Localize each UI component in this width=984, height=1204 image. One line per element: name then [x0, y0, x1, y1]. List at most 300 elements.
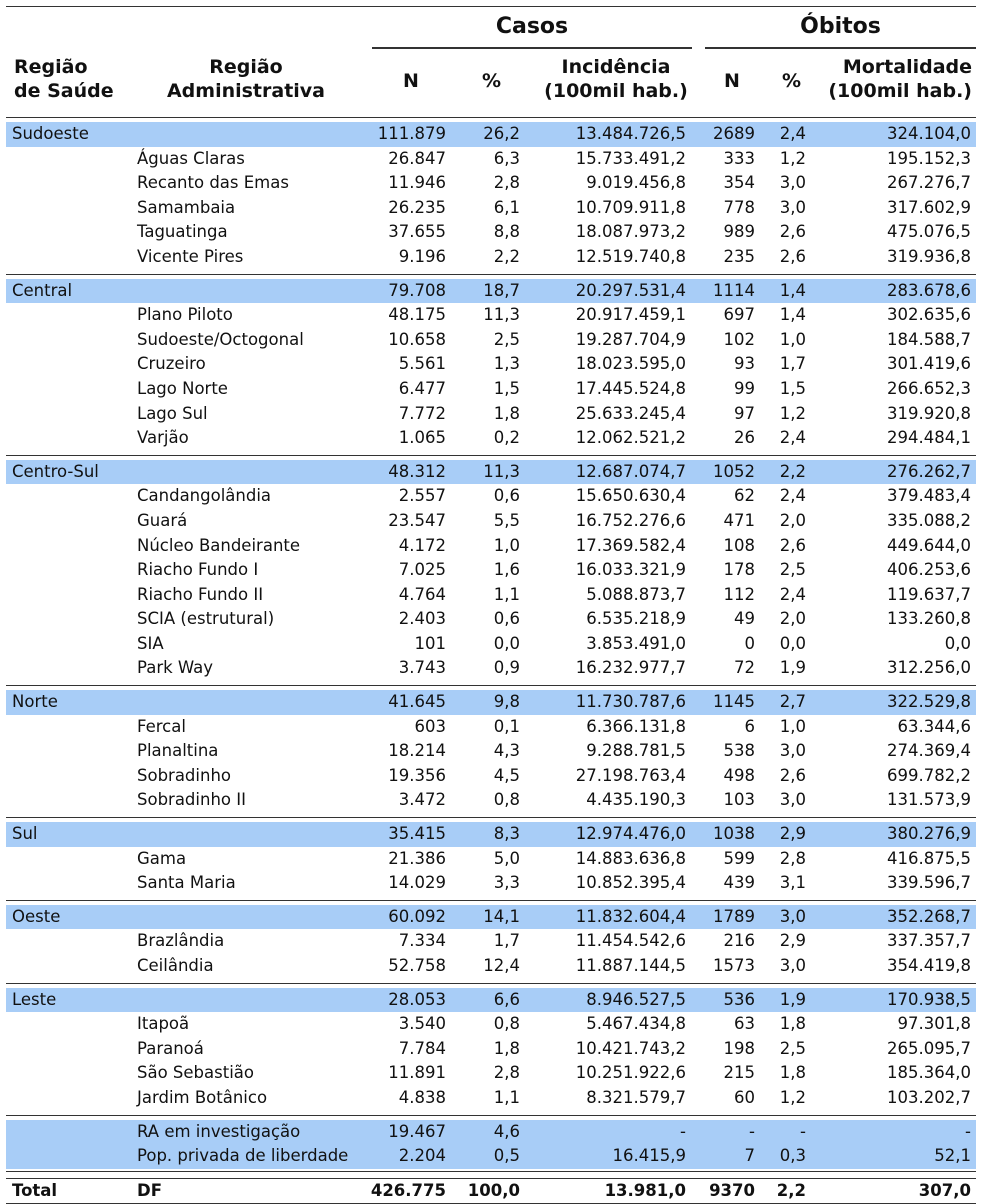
table-row: [6, 1037, 976, 1062]
table-row: [6, 484, 976, 509]
cell-cases-n: 3.540: [398, 1014, 446, 1034]
cell-cases-n: 2.403: [398, 609, 446, 629]
cell-cases-pct: 0,6: [493, 609, 520, 629]
cell-cases-n: 11.946: [388, 173, 446, 193]
cell-cases-n: 79.708: [388, 280, 446, 300]
table-row: [6, 788, 976, 813]
cell-deaths-n: 0: [744, 633, 755, 653]
cell-cases-pct: 1,3: [493, 354, 520, 374]
cell-mortality: 312.256,0: [887, 658, 971, 678]
cell-cases-n: 48.312: [388, 461, 446, 481]
cell-deaths-n: 72: [734, 658, 755, 678]
cell-cases-pct: 4,3: [493, 741, 520, 761]
cell-cases-n: 48.175: [388, 305, 446, 325]
cell-ra: Guará: [137, 510, 188, 530]
table-header: [6, 6, 976, 118]
cell-incidence: 14.883.636,8: [575, 848, 686, 868]
covid-table: [6, 6, 976, 1204]
cell-cases-pct: 0,2: [493, 428, 520, 448]
cell-ra: São Sebastião: [137, 1063, 254, 1083]
cell-deaths-pct: 1,8: [779, 1014, 806, 1034]
cell-deaths-n: 9370: [709, 1180, 755, 1200]
cell-deaths-n: 1573: [713, 956, 755, 975]
cell-ra: Lago Norte: [137, 378, 228, 398]
cell-mortality: 274.369,4: [887, 741, 971, 761]
table-row: [6, 245, 976, 270]
table-row: [6, 632, 976, 657]
cell-mortality: 97.301,8: [897, 1014, 971, 1034]
cell-mortality: 337.357,7: [887, 931, 971, 951]
cell-deaths-n: 97: [734, 403, 755, 423]
table-row: [6, 871, 976, 896]
region-block: [6, 460, 976, 686]
cell-cases-n: 7.025: [398, 560, 446, 580]
cell-deaths-pct: 1,7: [779, 354, 806, 374]
table-row: [6, 764, 976, 789]
cell-deaths-n: 26: [734, 428, 755, 448]
table-row: [6, 739, 976, 764]
cell-deaths-n: 6: [744, 716, 755, 736]
cell-deaths-n: 599: [723, 848, 755, 868]
cell-deaths-pct: 2,4: [779, 486, 806, 506]
cell-ra: Recanto das Emas: [137, 173, 289, 193]
cell-mortality: 0,0: [944, 633, 971, 653]
cell-cases-n: 6.477: [398, 378, 446, 398]
cell-deaths-pct: 3,0: [779, 741, 806, 761]
cell-deaths-pct: 2,4: [779, 428, 806, 448]
cell-mortality: 380.276,9: [887, 824, 971, 844]
cell-deaths-n: 1052: [713, 461, 755, 481]
cell-deaths-pct: 3,0: [779, 906, 806, 926]
table-row: [6, 1012, 976, 1037]
cell-cases-pct: 0,1: [493, 716, 520, 736]
table-row: [6, 534, 976, 559]
cell-cases-n: 35.415: [388, 824, 446, 844]
cell-incidence: 11.887.144,5: [575, 956, 686, 975]
cell-mortality: 131.573,9: [887, 790, 971, 810]
cell-deaths-n: 93: [734, 354, 755, 374]
region-block: [6, 822, 976, 901]
cell-incidence: 3.853.491,0: [586, 633, 686, 653]
cell-cases-n: 7.772: [398, 403, 446, 423]
table-row: [6, 402, 976, 427]
cell-mortality: 265.095,7: [887, 1038, 971, 1058]
cell-incidence: 11.454.542,6: [575, 931, 686, 951]
cell-cases-pct: 1,5: [493, 378, 520, 398]
cell-ra: Sudoeste/Octogonal: [137, 329, 304, 349]
cell-cases-n: 2.557: [398, 486, 446, 506]
col-header-pct: %: [482, 70, 502, 92]
cell-mortality: 52,1: [934, 1146, 971, 1166]
cell-cases-pct: 1,8: [493, 1038, 520, 1058]
cell-deaths-pct: 2,4: [779, 584, 806, 604]
cell-cases-pct: 5,0: [493, 848, 520, 868]
cell-incidence: 11.730.787,6: [575, 692, 686, 712]
table-row: [6, 509, 976, 534]
cell-cases-n: 18.214: [388, 741, 446, 761]
cell-incidence: -: [680, 1121, 686, 1141]
cell-cases-n: 41.645: [388, 692, 446, 712]
cell-ra: Vicente Pires: [137, 246, 244, 266]
cell-incidence: 12.974.476,0: [575, 824, 686, 844]
cell-deaths-pct: -: [800, 1121, 806, 1141]
cell-region: Oeste: [12, 906, 61, 926]
cell-mortality: 267.276,7: [887, 173, 971, 193]
cell-cases-pct: 1,1: [493, 584, 520, 604]
table-row: [6, 607, 976, 632]
cell-cases-n: 4.838: [398, 1087, 446, 1107]
table-body: [6, 122, 976, 1204]
cell-cases-n: 5.561: [398, 354, 446, 374]
cell-region: Leste: [12, 989, 57, 1009]
cell-incidence: 19.287.704,9: [575, 329, 686, 349]
cell-ra: Itapoã: [137, 1014, 190, 1034]
region-block: [6, 122, 976, 275]
cell-deaths-n: 178: [723, 560, 755, 580]
cell-deaths-pct: 2,8: [779, 848, 806, 868]
cell-cases-n: 21.386: [388, 848, 446, 868]
cell-mortality: 475.076,5: [887, 222, 971, 242]
cell-mortality: 301.419,6: [887, 354, 971, 374]
cell-deaths-n: 333: [723, 148, 755, 168]
cell-mortality: 335.088,2: [887, 510, 971, 530]
cell-cases-pct: 6,1: [493, 197, 520, 217]
cell-mortality: 103.202,7: [887, 1087, 971, 1107]
region-summary-row: [6, 122, 976, 147]
cell-deaths-n: 62: [734, 486, 755, 506]
cell-deaths-n: 198: [723, 1038, 755, 1058]
cell-mortality: 322.529,8: [887, 692, 971, 712]
cell-ra: Varjão: [137, 428, 189, 448]
cell-deaths-pct: 2,5: [779, 1038, 806, 1058]
cell-deaths-n: 354: [723, 173, 755, 193]
cell-cases-n: 7.784: [398, 1038, 446, 1058]
cell-deaths-pct: 2,6: [779, 246, 806, 266]
cell-deaths-n: 538: [723, 741, 755, 761]
cell-cases-n: 11.891: [388, 1063, 446, 1083]
cell-deaths-pct: 0,3: [779, 1146, 806, 1166]
table-row: [6, 583, 976, 608]
cell-deaths-n: 439: [723, 873, 755, 893]
table-row: [6, 715, 976, 740]
cell-cases-n: 60.092: [388, 906, 446, 926]
cell-ra: Núcleo Bandeirante: [137, 535, 301, 555]
table-row: [6, 220, 976, 245]
cell-mortality: 266.652,3: [887, 378, 971, 398]
col-header-n: N: [403, 70, 419, 92]
table-row: [6, 1061, 976, 1086]
cell-deaths-pct: 1,4: [779, 305, 806, 325]
cell-cases-n: 26.847: [388, 148, 446, 168]
col-header-incidence: Incidência (100mil hab.): [544, 56, 688, 102]
cell-cases-n: 3.743: [398, 658, 446, 678]
cell-incidence: 16.415,9: [612, 1146, 686, 1166]
group-header-cases: Casos: [495, 14, 569, 39]
cell-incidence: 10.251.922,6: [575, 1063, 686, 1083]
cell-incidence: 12.687.074,7: [575, 461, 686, 481]
cell-deaths-pct: 2,9: [779, 931, 806, 951]
cell-deaths-pct: 3,0: [779, 197, 806, 217]
cell-deaths-pct: 2,5: [779, 560, 806, 580]
cell-deaths-pct: 3,0: [779, 173, 806, 193]
cell-ra: SCIA (estrutural): [137, 609, 275, 629]
cell-mortality: 416.875,5: [887, 848, 971, 868]
cell-deaths-n: 1145: [713, 692, 755, 712]
cell-deaths-pct: 3,0: [779, 956, 806, 975]
cell-deaths-pct: 2,9: [779, 824, 806, 844]
cell-mortality: 63.344,6: [897, 716, 971, 736]
region-summary-row: [6, 822, 976, 847]
cell-deaths-n: 49: [734, 609, 755, 629]
cell-ra: Planaltina: [137, 741, 219, 761]
cell-deaths-pct: 1,8: [779, 1063, 806, 1083]
cell-incidence: 12.062.521,2: [575, 428, 686, 448]
cell-ra: Riacho Fundo I: [137, 560, 259, 580]
cell-cases-pct: 1,6: [493, 560, 520, 580]
cell-cases-n: 28.053: [388, 989, 446, 1009]
cell-cases-n: 111.879: [377, 124, 446, 143]
table-row: [6, 929, 976, 954]
cell-ra: Paranoá: [137, 1038, 204, 1058]
cell-mortality: 302.635,6: [887, 305, 971, 325]
cell-cases-n: 10.658: [388, 329, 446, 349]
cell-region: Sudoeste: [12, 124, 89, 143]
cell-region: Sul: [12, 824, 38, 844]
cell-deaths-n: 1789: [713, 906, 755, 926]
cell-cases-pct: 9,8: [493, 692, 520, 712]
cell-incidence: 6.366.131,8: [586, 716, 686, 736]
cell-cases-n: 1.065: [398, 428, 446, 448]
table-row: [6, 147, 976, 172]
cell-incidence: 8.946.527,5: [586, 989, 686, 1009]
region-block: [6, 279, 976, 456]
cell-cases-pct: 3,3: [493, 873, 520, 893]
cell-mortality: 294.484,1: [887, 428, 971, 448]
cell-ra: Sobradinho II: [137, 790, 246, 810]
total-row: [6, 1178, 976, 1204]
cell-cases-n: 23.547: [388, 510, 446, 530]
region-summary-row: [6, 905, 976, 930]
cell-cases-pct: 0,9: [493, 658, 520, 678]
cell-deaths-n: 536: [723, 989, 755, 1009]
cell-ra: Candangolândia: [137, 486, 272, 506]
cell-mortality: 324.104,0: [887, 124, 971, 143]
cell-deaths-pct: 2,0: [779, 510, 806, 530]
cell-mortality: 276.262,7: [887, 461, 971, 481]
cell-cases-n: 52.758: [388, 956, 446, 975]
cell-ra: Cruzeiro: [137, 354, 206, 374]
cell-cases-pct: 1,0: [493, 535, 520, 555]
cell-deaths-n: 1114: [713, 280, 755, 300]
cell-deaths-n: 112: [723, 584, 755, 604]
cell-cases-n: 426.775: [370, 1180, 446, 1200]
cell-deaths-n: 697: [723, 305, 755, 325]
cell-mortality: 449.644,0: [887, 535, 971, 555]
col-header-ra: Região Administrativa: [166, 56, 326, 102]
cell-mortality: 319.920,8: [887, 403, 971, 423]
other-block: [6, 1120, 976, 1172]
cell-cases-pct: 0,8: [493, 1014, 520, 1034]
col-header-deaths-n: N: [724, 70, 740, 92]
cell-mortality: 699.782,2: [887, 765, 971, 785]
cell-incidence: 27.198.763,4: [575, 765, 686, 785]
cell-cases-pct: 4,6: [493, 1121, 520, 1141]
cell-cases-pct: 2,8: [493, 1063, 520, 1083]
cell-deaths-n: 108: [723, 535, 755, 555]
col-header-region: Região de Saúde: [14, 56, 114, 102]
cell-deaths-pct: 1,0: [779, 329, 806, 349]
cell-cases-n: 19.467: [388, 1121, 446, 1141]
cell-cases-n: 14.029: [388, 873, 446, 893]
cell-mortality: 319.936,8: [887, 246, 971, 266]
cell-mortality: 133.260,8: [887, 609, 971, 629]
cell-ra: Fercal: [137, 716, 186, 736]
cell-cases-pct: 6,3: [493, 148, 520, 168]
cell-cases-pct: 2,5: [493, 329, 520, 349]
cell-ra: Santa Maria: [137, 873, 236, 893]
group-header-deaths: Óbitos: [800, 14, 881, 39]
cell-ra: Sobradinho: [137, 765, 232, 785]
cell-incidence: 16.033.321,9: [575, 560, 686, 580]
cell-cases-pct: 11,3: [483, 461, 520, 481]
cell-deaths-pct: 1,5: [779, 378, 806, 398]
cell-cases-n: 603: [414, 716, 446, 736]
cell-ra: Jardim Botânico: [137, 1087, 268, 1107]
cell-deaths-n: 498: [723, 765, 755, 785]
cell-deaths-n: 7: [744, 1146, 755, 1166]
cell-deaths-pct: 3,1: [779, 873, 806, 893]
cell-ra: Brazlândia: [137, 931, 225, 951]
cell-mortality: 379.483,4: [887, 486, 971, 506]
cell-cases-n: 2.204: [398, 1146, 446, 1166]
cell-cases-pct: 26,2: [483, 124, 520, 143]
col-header-mortality: Mortalidade (100mil hab.): [828, 56, 972, 102]
cell-deaths-pct: 1,2: [779, 1087, 806, 1107]
cell-ra: Pop. privada de liberdade: [137, 1146, 349, 1166]
cell-deaths-pct: 1,9: [779, 658, 806, 678]
cell-ra: Lago Sul: [137, 403, 208, 423]
table-row: [6, 377, 976, 402]
cell-deaths-n: 99: [734, 378, 755, 398]
cell-mortality: 317.602,9: [887, 197, 971, 217]
cell-deaths-n: 989: [723, 222, 755, 242]
cell-mortality: 170.938,5: [887, 989, 971, 1009]
cell-incidence: 10.421.743,2: [575, 1038, 686, 1058]
cell-incidence: 10.709.911,8: [575, 197, 686, 217]
cell-cases-n: 4.172: [398, 535, 446, 555]
region-block: [6, 988, 976, 1116]
table-row: [6, 171, 976, 196]
cell-cases-pct: 2,8: [493, 173, 520, 193]
cell-incidence: 13.981,0: [604, 1180, 686, 1200]
cell-incidence: 5.467.434,8: [586, 1014, 686, 1034]
cell-ra: Samambaia: [137, 197, 236, 217]
cell-incidence: 16.232.977,7: [575, 658, 686, 678]
cell-cases-pct: 0,5: [493, 1146, 520, 1166]
cell-cases-pct: 5,5: [493, 510, 520, 530]
cell-cases-pct: 0,0: [493, 633, 520, 653]
cell-ra: Taguatinga: [137, 222, 228, 242]
cell-mortality: 406.253,6: [887, 560, 971, 580]
cell-deaths-n: -: [749, 1121, 755, 1141]
cell-cases-n: 37.655: [388, 222, 446, 242]
table-row: [6, 303, 976, 328]
cell-deaths-n: 63: [734, 1014, 755, 1034]
cell-deaths-pct: 2,6: [779, 765, 806, 785]
cell-incidence: 18.087.973,2: [575, 222, 686, 242]
cell-incidence: 9.019.456,8: [586, 173, 686, 193]
cell-cases-n: 101: [414, 633, 446, 653]
table-row: [6, 352, 976, 377]
region-summary-row: [6, 690, 976, 715]
cell-ra: RA em investigação: [137, 1121, 301, 1141]
cell-mortality: 339.596,7: [887, 873, 971, 893]
cell-deaths-n: 216: [723, 931, 755, 951]
table-row: [6, 426, 976, 451]
table-row: [6, 847, 976, 872]
cell-mortality: -: [965, 1121, 971, 1141]
other-row: [6, 1144, 976, 1169]
cell-ra: SIA: [137, 633, 164, 653]
cell-ra: Plano Piloto: [137, 305, 233, 325]
cell-cases-pct: 1,7: [493, 931, 520, 951]
cell-region: Total: [12, 1180, 58, 1200]
cell-mortality: 354.419,8: [887, 956, 971, 975]
cell-cases-pct: 8,3: [493, 824, 520, 844]
cell-cases-pct: 1,1: [493, 1087, 520, 1107]
table-row: [6, 954, 976, 979]
cell-deaths-pct: 1,2: [779, 403, 806, 423]
cell-incidence: 4.435.190,3: [586, 790, 686, 810]
cell-deaths-n: 471: [723, 510, 755, 530]
cell-ra: Park Way: [137, 658, 214, 678]
cell-mortality: 283.678,6: [887, 280, 971, 300]
cell-deaths-n: 60: [734, 1087, 755, 1107]
cell-deaths-pct: 1,4: [779, 280, 806, 300]
cell-cases-pct: 4,5: [493, 765, 520, 785]
cell-deaths-pct: 1,2: [779, 148, 806, 168]
cell-incidence: 20.297.531,4: [575, 280, 686, 300]
cell-incidence: 18.023.595,0: [575, 354, 686, 374]
cell-incidence: 13.484.726,5: [575, 124, 686, 143]
cell-deaths-n: 1038: [713, 824, 755, 844]
cell-incidence: 10.852.395,4: [575, 873, 686, 893]
cell-cases-pct: 6,6: [493, 989, 520, 1009]
cell-incidence: 9.288.781,5: [586, 741, 686, 761]
cell-ra: Gama: [137, 848, 187, 868]
cell-cases-n: 4.764: [398, 584, 446, 604]
cell-cases-pct: 8,8: [493, 222, 520, 242]
cell-ra: Riacho Fundo II: [137, 584, 264, 604]
region-block: [6, 690, 976, 818]
cell-deaths-n: 235: [723, 246, 755, 266]
cell-cases-n: 3.472: [398, 790, 446, 810]
cell-incidence: 16.752.276,6: [575, 510, 686, 530]
cell-incidence: 6.535.218,9: [586, 609, 686, 629]
other-row: [6, 1120, 976, 1145]
cell-incidence: 8.321.579,7: [586, 1087, 686, 1107]
cell-mortality: 307,0: [918, 1180, 971, 1200]
cell-incidence: 17.369.582,4: [575, 535, 686, 555]
cell-deaths-pct: 2,4: [779, 124, 806, 143]
cell-region: Centro-Sul: [12, 461, 99, 481]
cell-cases-n: 7.334: [398, 931, 446, 951]
cell-deaths-pct: 2,7: [779, 692, 806, 712]
cell-cases-pct: 0,8: [493, 790, 520, 810]
cell-cases-pct: 18,7: [483, 280, 520, 300]
cell-ra: DF: [137, 1180, 162, 1200]
cell-mortality: 352.268,7: [887, 906, 971, 926]
